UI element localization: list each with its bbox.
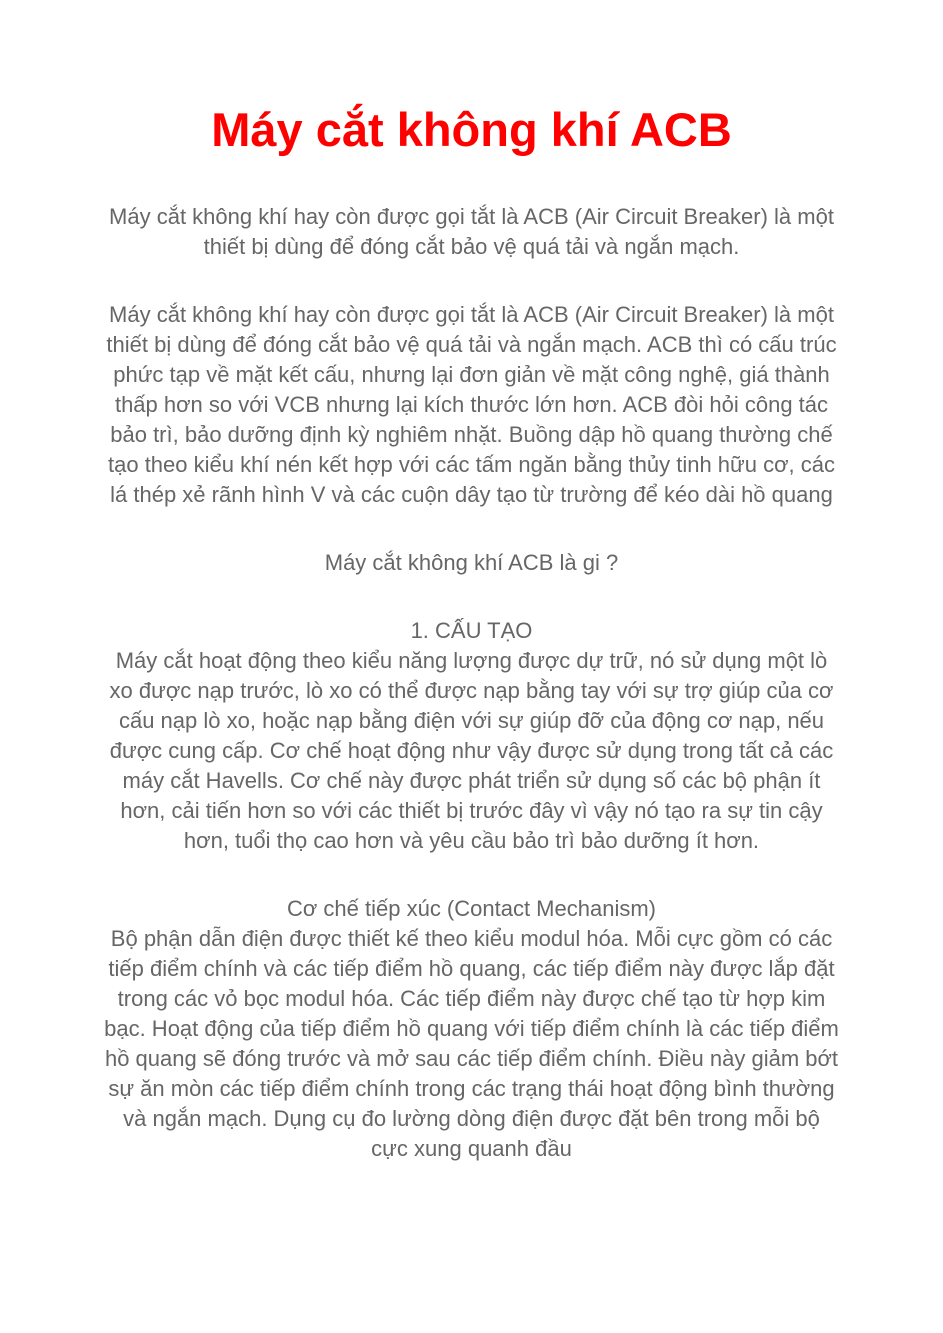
document-page xyxy=(103,0,840,1164)
section-body-cau-tao: Máy cắt hoạt động theo kiểu năng lượng được dự trữ, nó sử dụng một lò xo được nạp trước, lò xo có thể được nạp bằng tay với sự trợ giúp của cơ cấu nạp lò xo, hoặc nạp bằng điện với sự giúp đỡ của động cơ nạp, nếu được cung cấp. Cơ chế hoạt động như vậy được sử dụng trong tất cả các máy cắt Havells. Cơ chế này được phát triển sử dụng số các bộ phận ít hơn, cải tiến hơn so với các thiết bị trước đây vì vậy nó tạo ra sự tin cậy hơn, tuổi thọ cao hơn và yêu cầu bảo trì bảo dưỡng ít hơn. xyxy=(109,647,834,853)
section-heading-cau-tao: 1. CẤU TẠO xyxy=(410,617,533,643)
overview-paragraph: Máy cắt không khí hay còn được gọi tắt là ACB (Air Circuit Breaker) là một thiết bị dùng để đóng cắt bảo vệ quá tải và ngắn mạch. ACB thì có cấu trúc phức tạp về mặt kết cấu, nhưng lại đơn giản về mặt công nghệ, giá thành thấp hơn so với VCB nhưng lại kích thước lớn hơn. ACB đòi hỏi công tác bảo trì, bảo dưỡng định kỳ nghiêm nhặt. Buồng dập hồ quang thường chế tạo theo kiểu khí nén kết hợp với các tấm ngăn bằng thủy tinh hữu cơ, các lá thép xẻ rãnh hình V và các cuộn dây tạo từ trường để kéo dài hồ quang xyxy=(106,301,837,507)
section-cau-tao xyxy=(103,616,840,856)
document-title: Máy cắt không khí ACB xyxy=(211,103,732,156)
question-line: Máy cắt không khí ACB là gi ? xyxy=(324,549,619,575)
section-body-contact-mechanism: Bộ phận dẫn điện được thiết kế theo kiểu modul hóa. Mỗi cực gồm có các tiếp điểm chính và các tiếp điểm hồ quang, các tiếp điểm này được lắp đặt trong các vỏ bọc modul hóa. Các tiếp điểm này được chế tạo từ hợp kim bạc. Hoạt động của tiếp điểm hồ quang với tiếp điểm chính là các tiếp điểm hồ quang sẽ đóng trước và mở sau các tiếp điểm chính. Điều này giảm bớt sự ăn mòn các tiếp điểm chính trong các trạng thái hoạt động bình thường và ngắn mạch. Dụng cụ đo lường dòng điện được đặt bên trong mỗi bộ cực xung quanh đầu xyxy=(104,925,839,1161)
intro-paragraph: Máy cắt không khí hay còn được gọi tắt là ACB (Air Circuit Breaker) là một thiết bị dùng để đóng cắt bảo vệ quá tải và ngắn mạch. xyxy=(109,203,834,259)
section-heading-contact-mechanism: Cơ chế tiếp xúc (Contact Mechanism) xyxy=(286,895,656,921)
section-contact-mechanism xyxy=(103,894,840,1164)
